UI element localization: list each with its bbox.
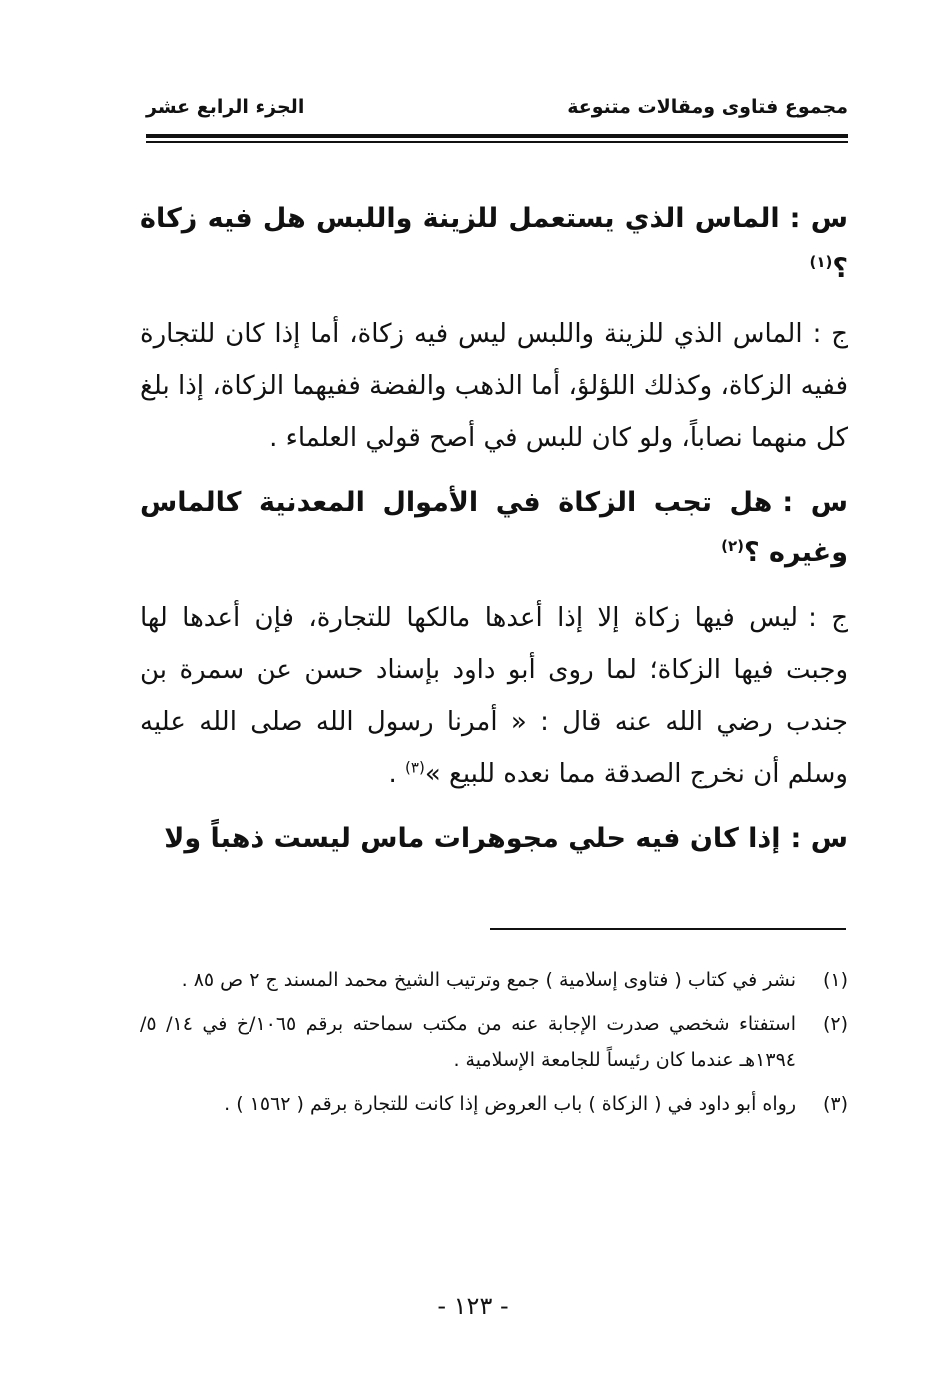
question-text: الماس الذي يستعمل للزينة واللبس هل فيه زكاة ؟ [140,203,848,284]
footnote-text: رواه أبو داود في ( الزكاة ) باب العروض إذا كانت للتجارة برقم ( ١٥٦٢ ) . [224,1093,796,1115]
footnote-ref-1[interactable]: (١) [809,253,833,271]
footnote-number: (٢) [822,1013,848,1035]
question-marker: س : [789,203,848,234]
page-number: - ١٢٣ - [437,1292,509,1320]
answer-text: ليس فيها زكاة إلا إذا أعدها مالكها للتجارة، فإن أعدها لها وجبت فيها الزكاة؛ لما روى أبو داود بإسناد حسن عن سمرة بن جندب رضي الله عنه قال : « أمرنا رسول الله صلى الله عليه وسلم أن نخرج الصدقة مما نعده للبيع » [140,603,848,789]
footnote-1 [140,962,848,998]
question-2 [140,478,848,578]
footnotes [140,962,848,1130]
answer-marker: ج : [812,319,849,349]
footnote-ref-3[interactable]: (٣) [405,758,425,777]
question-text: إذا كان فيه حلي مجوهرات ماس ليست ذهباً ولا [164,823,781,854]
running-header [146,96,848,126]
header-rule-thin [146,141,848,143]
footnote-3 [140,1086,848,1122]
footnote-2 [140,1006,848,1078]
book-title: مجموع فتاوى ومقالات متنوعة [567,96,848,118]
answer-1 [140,308,848,464]
question-marker: س : [790,823,848,854]
footnote-number: (١) [822,969,848,991]
footnote-text: نشر في كتاب ( فتاوى إسلامية ) جمع وترتيب الشيخ محمد المسند ج ٢ ص ٨٥ . [181,969,796,991]
footnote-ref-2[interactable]: (٢) [721,537,744,555]
question-1 [140,194,848,294]
question-3 [140,814,848,864]
answer-2 [140,592,848,800]
question-marker: س : [782,487,848,518]
answer-text: الماس الذي للزينة واللبس ليس فيه زكاة، أما إذا كان للتجارة ففيه الزكاة، وكذلك اللؤلؤ، أما الذهب والفضة ففيهما الزكاة، إذا بلغ كل منهما نصاباً، ولو كان للبس في أصح قولي العلماء . [140,319,848,453]
answer-trailing: . [388,759,397,789]
question-text: هل تجب الزكاة في الأموال المعدنية كالماس وغيره ؟ [140,487,848,568]
footnote-text: استفتاء شخصي صدرت الإجابة عنه من مكتب سماحته برقم ١٠٦٥/خ في ١٤/ ٥/ ١٣٩٤هـ عندما كان رئيساً للجامعة الإسلامية . [140,1013,796,1071]
footnote-separator [490,928,846,930]
answer-marker: ج : [808,603,848,633]
main-text [140,194,848,878]
footnote-number: (٣) [822,1093,848,1115]
header-rule-thick [146,134,848,138]
volume-label: الجزء الرابع عشر [146,96,305,118]
